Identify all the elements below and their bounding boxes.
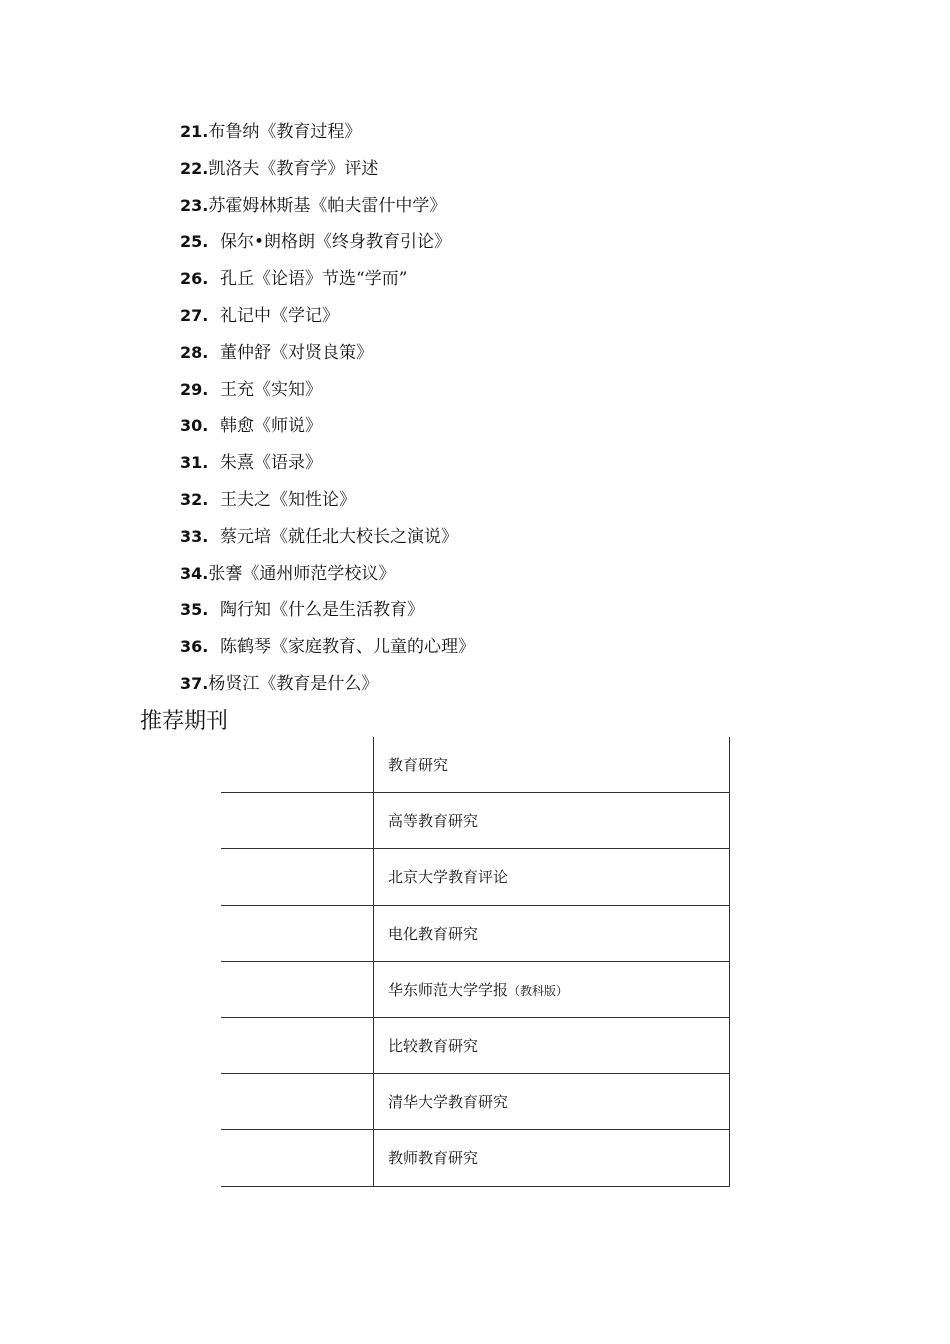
list-item-number: 30. bbox=[180, 416, 209, 436]
list-item-number: 37. bbox=[180, 673, 209, 693]
list-item bbox=[180, 482, 475, 519]
journal-name-cell bbox=[374, 737, 730, 793]
list-item bbox=[180, 592, 475, 629]
table-row bbox=[221, 1074, 730, 1130]
journal-name: 清华大学教育研究 bbox=[388, 1093, 509, 1112]
section-heading-journals: 推荐期刊 bbox=[140, 709, 229, 734]
journal-name: 教育研究 bbox=[388, 756, 449, 775]
list-item-text: 陶行知《什么是生活教育》 bbox=[220, 600, 424, 621]
list-item-number: 26. bbox=[180, 269, 209, 289]
table-row bbox=[221, 737, 730, 793]
list-item bbox=[180, 298, 475, 335]
list-item-number: 27. bbox=[180, 305, 209, 325]
list-item bbox=[180, 114, 475, 151]
list-item-text: 朱熹《语录》 bbox=[220, 453, 322, 474]
journal-name-cell bbox=[374, 905, 730, 961]
table-cell-empty bbox=[221, 905, 374, 961]
table-row bbox=[221, 849, 730, 905]
list-item-text: 布鲁纳《教育过程》 bbox=[208, 122, 362, 142]
journal-name: 电化教育研究 bbox=[388, 924, 479, 943]
table-row bbox=[221, 1130, 730, 1186]
list-item-text: 孔丘《论语》节选“学而” bbox=[220, 269, 408, 290]
list-item-number: 31. bbox=[180, 453, 209, 473]
journal-name: 比较教育研究 bbox=[388, 1037, 479, 1056]
table-row bbox=[221, 905, 730, 961]
table-row bbox=[221, 961, 730, 1017]
list-item-text: 韩愈《师说》 bbox=[220, 416, 322, 437]
table-row bbox=[221, 1017, 730, 1073]
table-cell-empty bbox=[221, 1074, 374, 1130]
list-item-number: 23. bbox=[180, 195, 209, 215]
list-item bbox=[180, 188, 475, 225]
journal-name: 教师教育研究 bbox=[388, 1149, 479, 1168]
table-row bbox=[221, 793, 730, 849]
table-cell-empty bbox=[221, 737, 374, 793]
journal-table bbox=[221, 737, 730, 1187]
list-item-number: 22. bbox=[180, 158, 209, 178]
list-item-text: 礼记中《学记》 bbox=[220, 305, 339, 326]
list-item bbox=[180, 666, 475, 703]
journal-edition-note: （教科版） bbox=[508, 983, 569, 998]
list-item-number: 36. bbox=[180, 637, 209, 657]
list-item-number: 35. bbox=[180, 600, 209, 620]
journal-name-cell bbox=[374, 793, 730, 849]
list-item bbox=[180, 445, 475, 482]
table-cell-empty bbox=[221, 1017, 374, 1073]
list-item-number: 28. bbox=[180, 342, 209, 362]
list-item-text: 陈鹤琴《家庭教育、儿童的心理》 bbox=[220, 637, 475, 658]
list-item bbox=[180, 629, 475, 666]
table-cell-empty bbox=[221, 1130, 374, 1186]
list-item bbox=[180, 335, 475, 372]
list-item-text: 保尔•朗格朗《终身教育引论》 bbox=[220, 232, 452, 253]
list-item bbox=[180, 261, 475, 298]
list-item-text: 董仲舒《对贤良策》 bbox=[220, 342, 373, 363]
list-item-text: 王充《实知》 bbox=[220, 379, 322, 400]
journal-name-cell bbox=[374, 1074, 730, 1130]
list-item bbox=[180, 151, 475, 188]
list-item bbox=[180, 556, 475, 593]
table-cell-empty bbox=[221, 793, 374, 849]
list-item bbox=[180, 408, 475, 445]
list-item bbox=[180, 372, 475, 409]
list-item-number: 33. bbox=[180, 526, 209, 546]
journal-name: 高等教育研究 bbox=[388, 812, 479, 831]
list-item-number: 29. bbox=[180, 379, 209, 399]
journal-name-cell bbox=[374, 1017, 730, 1073]
list-item-number: 25. bbox=[180, 232, 209, 252]
list-item-number: 21. bbox=[180, 122, 209, 141]
list-item-number: 34. bbox=[180, 563, 209, 583]
reading-list bbox=[180, 114, 475, 703]
list-item-text: 苏霍姆林斯基《帕夫雷什中学》 bbox=[208, 195, 447, 216]
table-cell-empty bbox=[221, 849, 374, 905]
list-item-text: 王夫之《知性论》 bbox=[220, 489, 356, 510]
list-item-text: 杨贤江《教育是什么》 bbox=[208, 673, 379, 694]
list-item-number: 32. bbox=[180, 489, 209, 509]
list-item-text: 张謇《通州师范学校议》 bbox=[208, 563, 396, 584]
table-cell-empty bbox=[221, 961, 374, 1017]
journal-name-cell bbox=[374, 961, 730, 1017]
list-item bbox=[180, 519, 475, 556]
journal-name-cell bbox=[374, 1130, 730, 1186]
journal-name-cell bbox=[374, 849, 730, 905]
list-item-text: 凯洛夫《教育学》评述 bbox=[208, 158, 379, 179]
list-item bbox=[180, 224, 475, 261]
journal-name: 华东师范大学学报 bbox=[388, 980, 509, 999]
journal-name: 北京大学教育评论 bbox=[388, 868, 509, 887]
list-item-text: 蔡元培《就任北大校长之演说》 bbox=[220, 526, 458, 547]
